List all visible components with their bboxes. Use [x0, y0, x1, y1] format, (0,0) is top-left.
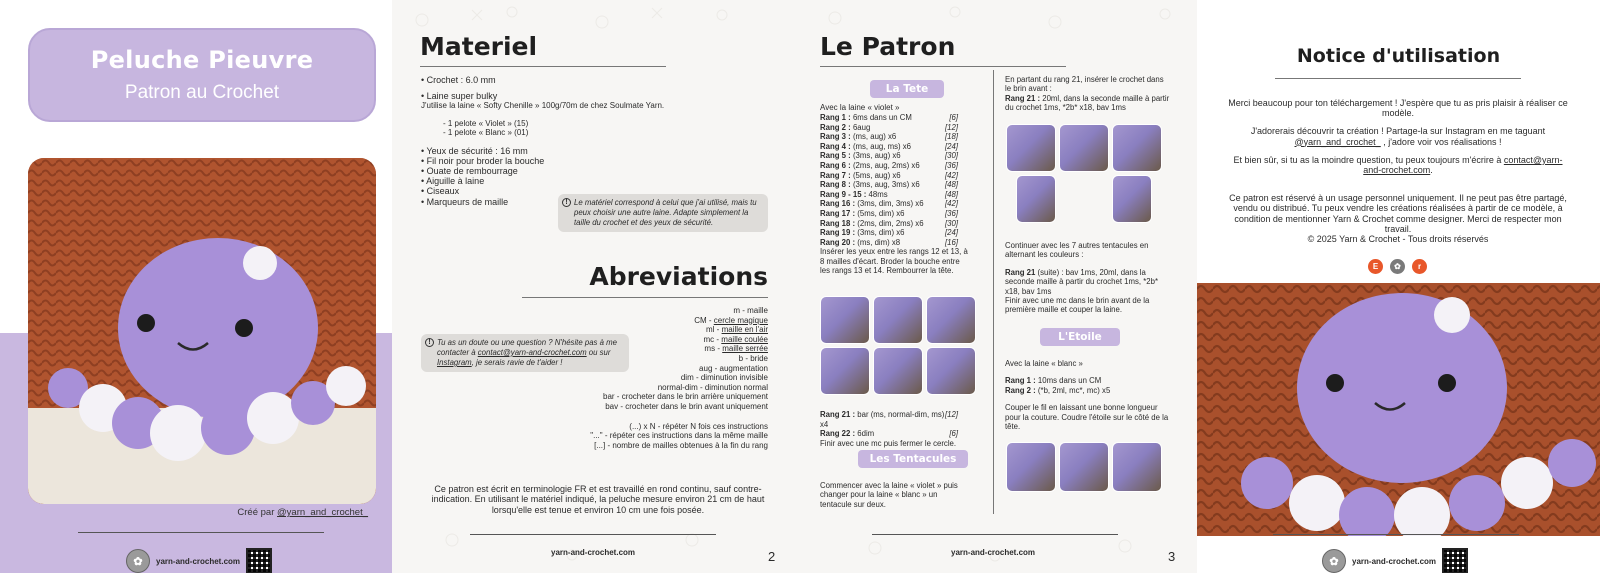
etsy-icon[interactable]: E: [1368, 259, 1383, 274]
step-photo: [1112, 124, 1162, 172]
page-number: 2: [768, 549, 776, 564]
tete-intro: Avec la laine « violet »: [820, 103, 900, 112]
credit-prefix: Créé par: [237, 507, 278, 518]
step-photo: [1006, 442, 1056, 492]
qr-code-icon: [246, 548, 272, 573]
materiel-pelote-violet: - 1 pelote « Violet » (15): [443, 118, 529, 128]
cover-credit: [237, 507, 368, 518]
cover-subtitle: Patron au Crochet: [124, 82, 280, 103]
step-photo: [1016, 175, 1056, 223]
notice-copyright: © 2025 Yarn & Crochet - Tous droits réservés: [1307, 234, 1489, 245]
help-instagram-link[interactable]: Instagram: [437, 358, 472, 367]
tentacules-intro: Commencer avec la laine « violet » puis changer pour la laine « blanc » un tentacule sur deux.: [820, 481, 958, 509]
notice-p1: Merci beaucoup pour ton téléchargement ! J'espère que tu as pris plaisir à réaliser ce modèle.: [1228, 98, 1568, 119]
cover-footer: [126, 548, 272, 573]
abbr-row: ml - maille en l'air: [706, 325, 768, 335]
col2-intro: En partant du rang 21, insérer le crochet dans le brin avant :: [1005, 75, 1164, 94]
abbr-row: dim - diminution invisible: [680, 373, 768, 383]
notice-octopus-photo: [1197, 283, 1600, 536]
help-note-1: Tu as un doute ou une question ? N'hésite pas à me contacter à: [437, 338, 617, 357]
tete-end: Finir avec une mc puis fermer le cercle.: [820, 438, 957, 448]
etoile-intro: Avec la laine « blanc »: [1005, 359, 1083, 368]
page-number: 3: [1168, 549, 1176, 564]
cover-page: [0, 0, 392, 573]
abreviations-section: [589, 262, 768, 291]
info-icon: !: [425, 338, 434, 347]
abbr-row: normal-dim - diminution normal: [657, 382, 768, 392]
row-line: Rang 8 : (3ms, aug, 3ms) x6 [48]: [820, 180, 958, 190]
credit-handle-link[interactable]: @yarn_and_crochet_: [277, 507, 368, 518]
tete-photo-grid: [820, 296, 976, 395]
logo-avatar-icon: ✿: [126, 549, 150, 573]
abbr-row: bar - crocheter dans le brin arrière uniquement: [603, 392, 768, 402]
patron-title: Le Patron: [820, 32, 956, 61]
step-photo: [926, 296, 976, 344]
etoile-photo-grid: [1006, 442, 1162, 492]
ribblr-icon[interactable]: r: [1412, 259, 1427, 274]
footer-divider: [470, 534, 716, 535]
footer-divider: [872, 534, 1118, 535]
tentacules-photo-grid: [1006, 124, 1162, 223]
tete-after: Insérer les yeux entre les rangs 12 et 13, à 8 mailles d'écart. Broder la bouche entre les rangs 13 et 14. Rembourrer la tête.: [820, 247, 968, 276]
step-photo: [820, 347, 870, 395]
materiel-item: • Ciseaux: [421, 186, 460, 197]
row-line: Rang 9 - 15 : 48ms [48]: [820, 189, 958, 199]
patron-title-underline: [820, 66, 1066, 67]
abbr-extra: [...] - nombre de mailles obtenues à la fin du rang: [594, 440, 768, 450]
abbr-row: CM - cercle magique: [694, 315, 768, 325]
notice-email-link[interactable]: contact@yarn-and-crochet.com: [1363, 154, 1563, 176]
row-line: Rang 5 : (3ms, aug) x6 [30]: [820, 151, 958, 161]
pattern-intro: Ce patron est écrit en terminologie FR et est travaillé en rond continu, sauf contre-indication. En utilisant le matériel indiqué, la peluche mesure environ 21 cm de haut lorsqu'elle est tenue et environ 10 cm une fois posée.: [431, 484, 765, 515]
abreviations-title-underline: [522, 297, 768, 298]
step-photo: [873, 347, 923, 395]
column-divider: [993, 70, 994, 514]
materiel-laine-note: J'utilise la laine « Softy Chenille » 100g/70m de chez Soulmate Yarn.: [421, 101, 665, 111]
materiel-section: [420, 32, 537, 61]
footer-site-link[interactable]: yarn-and-crochet.com: [1352, 556, 1437, 566]
qr-code-icon: [1442, 548, 1468, 573]
notice-title: Notice d'utilisation: [1296, 45, 1501, 67]
etoile-rang2: Rang 2 : (*b, 2ml, mc*, mc) x5: [1005, 385, 1111, 395]
row-line: Rang 4 : (ms, aug, ms) x6 [24]: [820, 141, 958, 151]
row-line: Rang 1 : 6ms dans un CM [6]: [820, 113, 958, 122]
abreviations-list: [590, 306, 768, 450]
etoile-section: [1005, 359, 1170, 431]
help-note-2: ou sur: [586, 348, 611, 357]
abbr-row: mc - maille coulée: [703, 334, 768, 344]
abbr-row: m - maille: [733, 306, 768, 315]
tentacules-continue: [1005, 241, 1170, 315]
etoile-rang1: Rang 1 : 10ms dans un CM: [1005, 376, 1102, 386]
row-line: Rang 7 : (5ms, aug) x6 [42]: [820, 170, 958, 180]
cover-title-box: [28, 28, 376, 122]
abbr-extra: "..." - répéter ces instructions dans la même maille: [590, 431, 768, 441]
abbr-row: bav - crocheter dans le brin avant uniquement: [605, 401, 768, 411]
section-label-etoile: L'Etoile: [1040, 328, 1120, 346]
section-label-tentacules: Les Tentacules: [858, 450, 968, 468]
row-line: Rang 18 : (2ms, dim, 2ms) x6 [30]: [820, 218, 958, 228]
notice-p4: Ce patron est réservé à un usage personnel uniquement. Il ne peut pas être partagé, vendu ou distribué. Tu peux vendre les créations réalisées à partir de ce modèle, à condition de mentionner Yarn & Crochet comme designer. Merci de respecter mon travail.: [1229, 193, 1567, 234]
col2-rang21-suite: Rang 21 (suite) : bav 1ms, 20ml, dans la seconde maille à partir du crochet 1ms, *2b* x18, bav 1ms: [1005, 267, 1158, 296]
step-photo: [1059, 124, 1109, 172]
step-photo: [1006, 124, 1056, 172]
materiel-title-underline: [420, 66, 666, 67]
row-line: Rang 20 : (ms, dim) x8 [16]: [820, 237, 958, 247]
patron-section: [820, 32, 955, 61]
notice-section: [1197, 45, 1600, 67]
abreviations-title: Abreviations: [589, 262, 768, 291]
tete-rows: [820, 113, 968, 276]
notice-p3: Et bien sûr, si tu as la moindre question, tu peux toujours m'écrire à contact@yarn-and-crochet.com.: [1233, 154, 1563, 176]
notice-p2: J'adorerais découvrir ta création ! Partage-la sur Instagram en me taguant @yarn_and_crochet_ , j'adore voir vos réalisations !: [1250, 126, 1546, 147]
tete-rows-end: [820, 410, 958, 448]
tentacules-col2: [1005, 75, 1170, 113]
materiel-note: Le matériel correspond à celui que j'ai utilisé, mais tu peux choisir une autre laine. Adapte simplement la taille du crochet et des yeux de sécurité.: [574, 198, 757, 227]
footer-divider: [78, 532, 324, 533]
step-photo: [926, 347, 976, 395]
cover-title: Peluche Pieuvre: [90, 46, 314, 74]
notice-title-underline: [1275, 78, 1521, 79]
help-note-3: , je serais ravie de t'aider !: [471, 358, 563, 367]
row-line: Rang 17 : (5ms, dim) x6 [36]: [820, 208, 958, 218]
row-line: Rang 6 : (2ms, aug, 2ms) x6 [36]: [820, 160, 958, 170]
materiel-item: • Aiguille à laine: [421, 176, 485, 187]
social-icons: [1368, 259, 1427, 274]
step-photo: [1059, 442, 1109, 492]
notice-handle-link[interactable]: @yarn_and_crochet_: [1294, 136, 1381, 147]
materiel-list: [421, 75, 721, 207]
materiel-title: Materiel: [420, 32, 538, 61]
page2-footer: [551, 548, 635, 557]
row-line: Rang 2 : 6aug [12]: [820, 122, 958, 132]
notice-footer: [1322, 548, 1468, 573]
materiel-crochet: • Crochet : 6.0 mm: [421, 75, 496, 85]
materiel-laine: • Laine super bulky: [421, 91, 498, 102]
logo-avatar-icon: ✿: [1322, 549, 1346, 573]
row-line: Rang 21 : bar (ms, normal-dim, ms) x4 [12]: [820, 410, 958, 429]
cover-octopus-photo: [28, 158, 376, 504]
materiel-note-box: [558, 194, 768, 232]
abbr-row: ms - maille serrée: [704, 344, 768, 354]
step-photo: [1112, 442, 1162, 492]
step-photo: [820, 296, 870, 344]
step-photo: [873, 296, 923, 344]
row-line: Rang 19 : (3ms, dim) x6 [24]: [820, 228, 958, 238]
row-line: Rang 16 : (3ms, dim, 3ms) x6 [42]: [820, 199, 958, 209]
footer-site-link[interactable]: yarn-and-crochet.com: [951, 548, 1036, 557]
footer-divider: [1273, 534, 1519, 535]
abbr-extra: (...) x N - répéter N fois ces instructions: [629, 421, 768, 431]
materiel-item: • Fil noir pour broder la bouche: [421, 155, 545, 166]
abbr-row: aug - augmentation: [699, 363, 768, 373]
footer-site-link[interactable]: yarn-and-crochet.com: [156, 556, 241, 566]
notice-text: [1225, 98, 1571, 244]
page3-footer: [951, 548, 1035, 557]
section-label-tete: La Tete: [870, 80, 944, 98]
row-line: Rang 22 : 6dim [6]: [820, 429, 958, 439]
materiel-pelote-blanc: - 1 pelote « Blanc » (01): [443, 128, 529, 138]
footer-site-link[interactable]: yarn-and-crochet.com: [551, 548, 636, 557]
col2-finish: Finir avec une mc dans le brin avant de la première maille et couper la laine.: [1005, 296, 1150, 315]
step-photo: [1112, 175, 1152, 223]
col2-continue: Continuer avec les 7 autres tentacules en alternant les couleurs :: [1005, 241, 1149, 260]
materiel-item: • Ouate de rembourrage: [421, 166, 518, 177]
row-line: Rang 3 : (ms, aug) x6 [18]: [820, 132, 958, 142]
abbr-row: b - bride: [738, 353, 768, 363]
materiel-item: • Marqueurs de maille: [421, 196, 509, 207]
help-email-link[interactable]: contact@yarn-and-crochet.com: [477, 348, 587, 357]
materiel-item: • Yeux de sécurité : 16 mm: [421, 145, 528, 156]
info-icon: !: [562, 198, 571, 207]
ravelry-icon[interactable]: ✿: [1390, 259, 1405, 274]
etoile-end: Couper le fil en laissant une bonne longueur pour la couture. Coudre l'étoile sur le côté de la tête.: [1005, 403, 1169, 432]
col2-rang21: Rang 21 : 20ml, dans la seconde maille à partir du crochet 1ms, *2b* x18, bav 1ms: [1005, 93, 1170, 113]
